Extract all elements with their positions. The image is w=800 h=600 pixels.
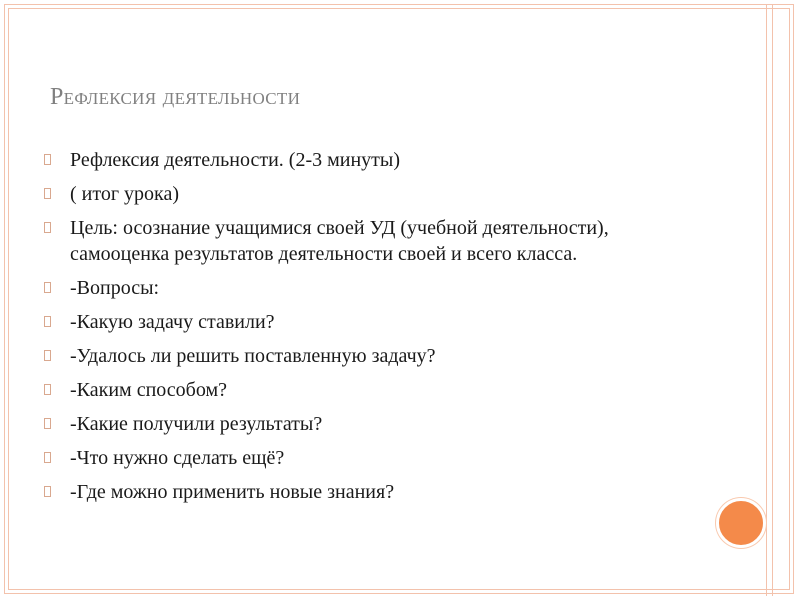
bullet-text: -Какую задачу ставили? bbox=[70, 311, 275, 333]
bullet-item bbox=[44, 309, 694, 335]
bullet-item bbox=[44, 215, 694, 267]
bullet-icon bbox=[44, 486, 51, 497]
bullet-list bbox=[44, 147, 694, 513]
bullet-text: ( итог урока) bbox=[70, 183, 179, 205]
bullet-icon bbox=[44, 418, 51, 429]
side-band-line-right bbox=[772, 4, 773, 596]
bullet-text: Рефлексия деятельности. (2-3 минуты) bbox=[70, 149, 401, 171]
bullet-item bbox=[44, 411, 694, 437]
bullet-icon bbox=[44, 316, 51, 327]
bullet-item bbox=[44, 275, 694, 301]
slide-title: Рефлексия деятельности bbox=[50, 84, 301, 110]
bullet-item bbox=[44, 181, 694, 207]
bullet-icon bbox=[44, 222, 51, 233]
bullet-icon bbox=[44, 384, 51, 395]
bullet-item bbox=[44, 377, 694, 403]
bullet-text: -Вопросы: bbox=[70, 277, 160, 299]
bullet-text: -Где можно применить новые знания? bbox=[70, 481, 395, 503]
bullet-text: -Какие получили результаты? bbox=[70, 413, 323, 435]
bullet-item bbox=[44, 147, 694, 173]
bullet-text: Цель: осознание учащимися своей УД (учебной деятельности), самооценка результатов деятельности своей и всего класса. bbox=[70, 217, 609, 265]
bullet-text: -Что нужно сделать ещё? bbox=[70, 447, 285, 469]
bullet-icon bbox=[44, 282, 51, 293]
bullet-item bbox=[44, 479, 694, 505]
bullet-item bbox=[44, 445, 694, 471]
bullet-icon bbox=[44, 188, 51, 199]
bullet-text: -Каким способом? bbox=[70, 379, 227, 401]
orange-circle-icon bbox=[716, 498, 766, 548]
bullet-text: -Удалось ли решить поставленную задачу? bbox=[70, 345, 436, 367]
bullet-item bbox=[44, 343, 694, 369]
side-band-line-left bbox=[766, 4, 767, 596]
bullet-icon bbox=[44, 154, 51, 165]
bullet-icon bbox=[44, 452, 51, 463]
bullet-icon bbox=[44, 350, 51, 361]
